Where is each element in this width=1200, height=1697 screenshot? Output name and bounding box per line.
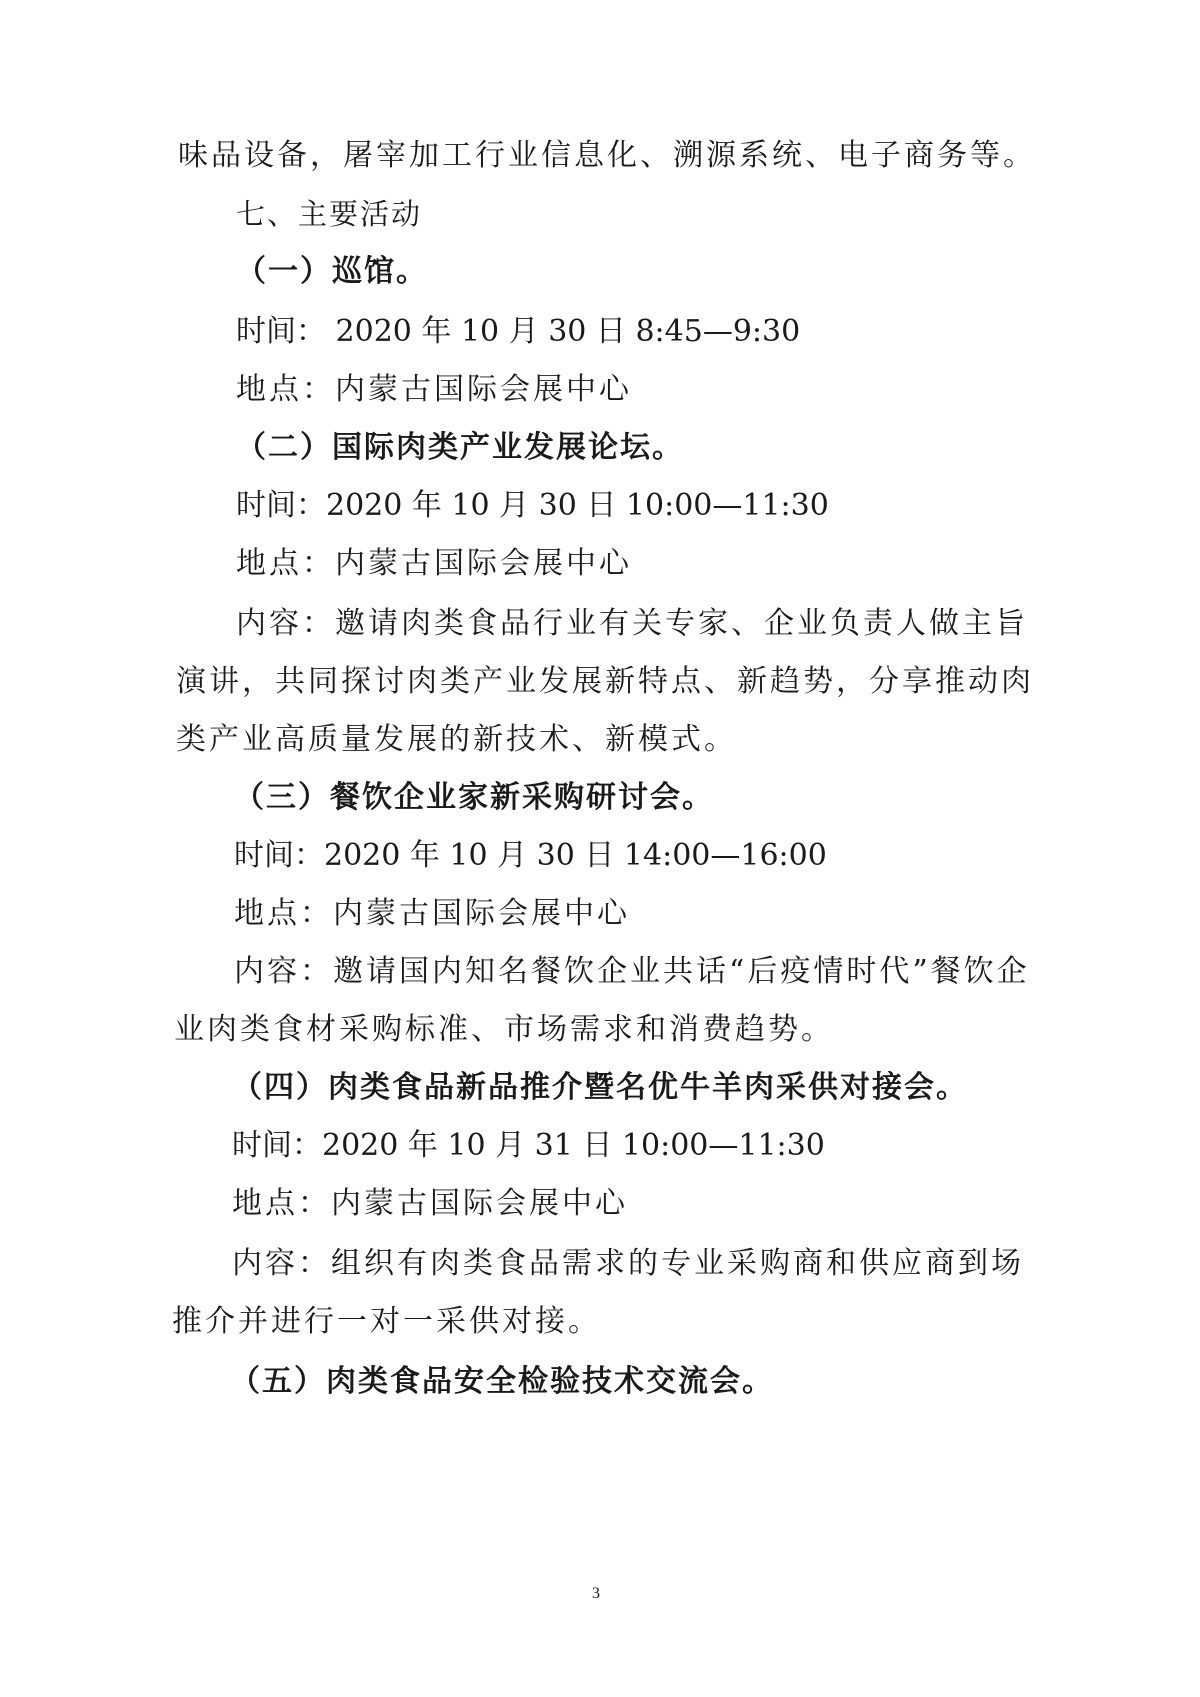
activity-4-title: （四）肉类食品新品推介暨名优牛羊肉采供对接会。 (232, 1070, 968, 1105)
activity-5-title: （五）肉类食品安全检验技术交流会。 (230, 1364, 774, 1399)
activity-2-content: 内容：邀请肉类食品行业有关专家、企业负责人做主旨 (236, 606, 1028, 641)
activity-3-time: 时间：2020 年 10 月 30 日 14:00—16:00 (234, 838, 827, 873)
activity-3-content: 业肉类食材采购标准、市场需求和消费趋势。 (174, 1012, 834, 1047)
activity-1-time: 时间： 2020 年 10 月 30 日 8:45—9:30 (236, 314, 801, 349)
activity-2-content: 类产业高质量发展的新技术、新模式。 (176, 722, 737, 757)
activity-2-place: 地点：内蒙古国际会展中心 (236, 546, 632, 581)
section-heading: 七、主要活动 (236, 197, 423, 231)
activity-1-title: （一）巡馆。 (236, 254, 428, 289)
activity-3-title: （三）餐饮企业家新采购研讨会。 (234, 780, 714, 815)
activity-1-place: 地点：内蒙古国际会展中心 (236, 372, 632, 407)
activity-4-time: 时间：2020 年 10 月 31 日 10:00—11:30 (232, 1128, 825, 1163)
activity-2-content: 演讲，共同探讨肉类产业发展新特点、新趋势，分享推动肉 (176, 664, 1034, 699)
activity-4-content: 推介并进行一对一采供对接。 (172, 1304, 601, 1339)
activity-2-title: （二）国际肉类产业发展论坛。 (236, 430, 684, 465)
activity-2-time: 时间：2020 年 10 月 30 日 10:00—11:30 (236, 488, 829, 523)
activity-4-content: 内容：组织有肉类食品需求的专业采购商和供应商到场 (232, 1246, 1024, 1281)
activity-3-content: 内容：邀请国内知名餐饮企业共话“后疫情时代”餐饮企 (234, 954, 1030, 989)
paragraph-continuation: 味品设备，屠宰加工行业信息化、溯源系统、电子商务等。 (178, 138, 1036, 173)
activity-4-place: 地点：内蒙古国际会展中心 (232, 1186, 628, 1221)
activity-3-place: 地点：内蒙古国际会展中心 (234, 896, 630, 931)
page-number: 3 (592, 1585, 600, 1602)
